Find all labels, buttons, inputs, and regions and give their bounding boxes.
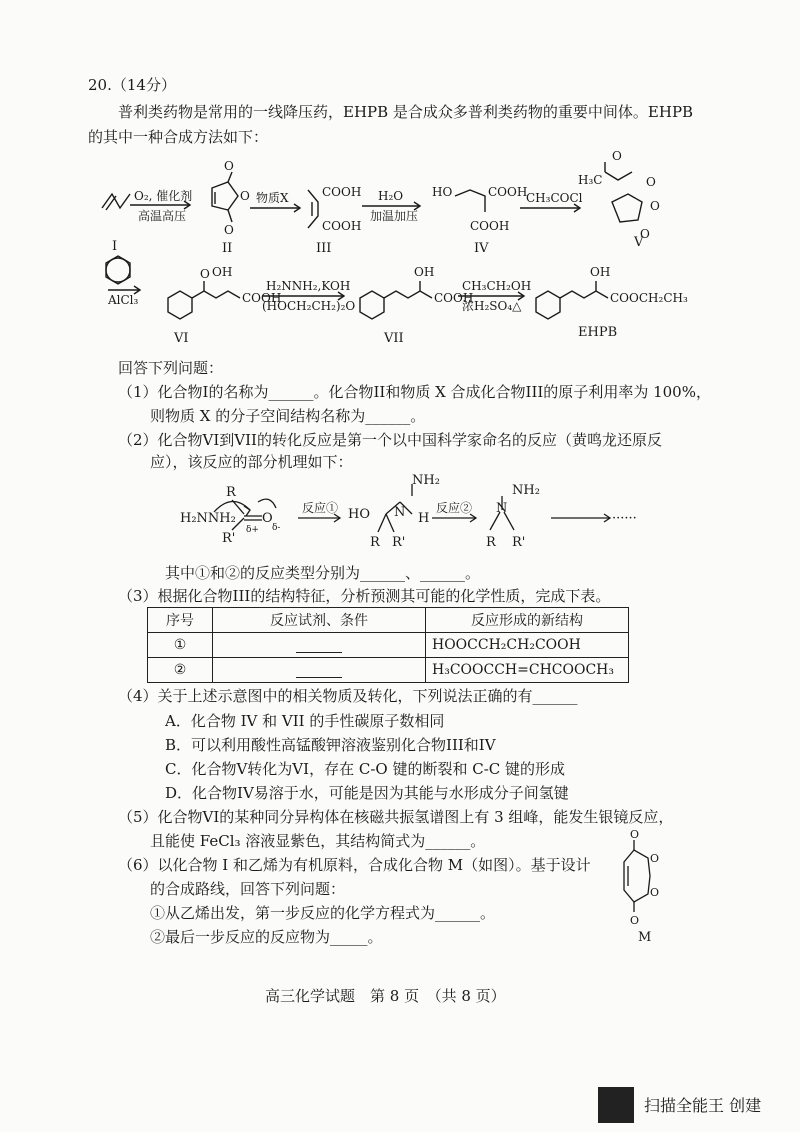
VI-COOH: COOH (242, 291, 282, 305)
questions-prompt: 回答下列问题： (118, 359, 224, 377)
step1-top: O₂, 催化剂 (134, 189, 193, 203)
VI-OH: OH (212, 265, 233, 279)
table-row (148, 658, 629, 683)
mech-R3: R (486, 535, 496, 550)
page-footer: 高三化学试题 第 8 页 （共 8 页） (265, 987, 506, 1005)
step1-bottom: 高温高压 (138, 209, 187, 223)
IV-HO: HO (432, 185, 453, 199)
intro-line-1: 普利类药物是常用的一线降压药，EHPB 是合成众多普利类药物的重要中间体。EHPB (118, 103, 694, 121)
q6-line-2: 的合成路线，回答下列问题： (150, 880, 346, 898)
M-O-bottom: O (630, 914, 640, 927)
M-O-2: O (650, 886, 660, 899)
EHPB-ester: COOCH₂CH₃ (610, 291, 688, 305)
table-row (148, 633, 629, 658)
mech-O: O (262, 511, 273, 526)
label-II: II (222, 241, 233, 256)
q4-option-d: D．化合物IV易溶于水，可能是因为其能与水形成分子间氢键 (165, 784, 569, 802)
VII-OH: OH (414, 265, 435, 279)
q1-line-2: 则物质 X 的分子空间结构名称为______。 (150, 407, 426, 425)
III-COOH-top: COOH (322, 185, 362, 199)
table-header-no: 序号 (148, 608, 213, 633)
q1-line-1: （1）化合物I的名称为______。化合物II和物质 X 合成化合物III的原子利用率为 100%， (118, 383, 711, 401)
step7-bottom: 浓H₂SO₄△ (462, 299, 522, 313)
step6-bottom: (HOCH₂CH₂)₂O (262, 299, 356, 313)
mech-step2: 反应② (436, 501, 473, 515)
mech-delta-plus: δ+ (246, 525, 259, 535)
table-header-structure: 反应形成的新结构 (426, 608, 629, 633)
mechanism-diagram (0, 472, 800, 562)
mech-Rp2: R' (392, 535, 406, 550)
table-cell-no: ② (148, 658, 213, 683)
label-III: III (316, 241, 332, 256)
q4-option-a: A．化合物 IV 和 VII 的手性碳原子数相同 (165, 712, 445, 730)
label-VII: VII (384, 331, 404, 346)
q6-line-4: ②最后一步反应的反应物为_____。 (150, 928, 383, 946)
q4-option-b: B．可以利用酸性高锰酸钾溶液鉴别化合物III和IV (165, 736, 496, 754)
q6-line-3: ①从乙烯出发，第一步反应的化学方程式为______。 (150, 904, 496, 922)
mech-N1: N (394, 505, 406, 520)
mech-HO: HO (348, 507, 370, 522)
M-O-top: O (630, 828, 640, 841)
mech-N2: N (496, 501, 508, 516)
label-M: M (638, 930, 652, 945)
q5-line-1: （5）化合物VI的某种同分异构体在核磁共振氢谱图上有 3 组峰，能发生银镜反应， (118, 808, 674, 826)
q5-line-2: 且能使 FeCl₃ 溶液显紫色，其结构简式为______。 (150, 832, 486, 850)
table-header-row (148, 608, 629, 633)
question-number: 20.（14分） (88, 76, 176, 94)
table-cell-reagent-blank[interactable] (213, 658, 426, 683)
mech-R1: R (226, 485, 236, 500)
EHPB-OH: OH (590, 265, 611, 279)
V-O-1: O (646, 175, 656, 189)
M-O-1: O (650, 852, 660, 865)
table-cell-structure: H₃COOCCH=CHCOOCH₃ (426, 658, 629, 683)
step3-bottom: 加温加压 (370, 209, 419, 223)
V-O-top: O (612, 150, 622, 163)
step3-top: H₂O (378, 189, 404, 203)
q4-line-1: （4）关于上述示意图中的相关物质及转化，下列说法正确的有______ (118, 687, 578, 705)
V-O-2: O (650, 199, 660, 213)
scanner-watermark: 扫描全能王 创建 (644, 1096, 762, 1115)
q6-line-1: （6）以化合物 I 和乙烯为有机原料，合成化合物 M（如图）。基于设计 (118, 856, 591, 874)
table-cell-no: ① (148, 633, 213, 658)
VII-COOH: COOH (434, 291, 474, 305)
label-IV: IV (474, 241, 489, 256)
step7-top: CH₃CH₂OH (462, 279, 532, 293)
III-COOH-bottom: COOH (322, 219, 362, 233)
II-O-bottom: O (224, 223, 234, 237)
q2-line-1: （2）化合物VI到VII的转化反应是第一个以中国科学家命名的反应（黄鸣龙还原反 (118, 431, 662, 449)
q2-line-3: 其中①和②的反应类型分别为______、______。 (165, 564, 481, 582)
step5-label: AlCl₃ (108, 293, 139, 307)
II-O-ring: O (240, 189, 250, 203)
step4-top: CH₃COCl (526, 191, 583, 205)
answer-blank[interactable] (296, 663, 342, 678)
q2-line-2: 应），该反应的部分机理如下： (150, 453, 353, 471)
mech-dots: ······ (612, 511, 637, 526)
table-cell-reagent-blank[interactable] (213, 633, 426, 658)
mech-step1: 反应① (302, 501, 339, 515)
intro-line-2: 的其中一种合成方法如下： (88, 128, 269, 146)
IV-COOH-top: COOH (488, 185, 528, 199)
II-O-top: O (224, 159, 234, 173)
mech-delta-minus: δ- (272, 523, 281, 533)
label-VI: VI (174, 331, 189, 346)
mech-reagent: H₂NNH₂ (180, 511, 236, 526)
label-EHPB: EHPB (578, 325, 618, 340)
table-cell-structure: HOOCCH₂CH₂COOH (426, 633, 629, 658)
synthesis-scheme (0, 150, 800, 510)
IV-COOH-bottom: COOH (470, 219, 510, 233)
mech-R2: R (370, 535, 380, 550)
label-V: V (634, 235, 644, 250)
mech-NH2-1: NH₂ (412, 473, 440, 488)
label-I: I (112, 239, 118, 254)
VI-O: O (200, 267, 210, 281)
mech-Rp1: R' (222, 531, 236, 546)
q3-line-1: （3）根据化合物III的结构特征，分析预测其可能的化学性质，完成下表。 (118, 587, 611, 605)
step2-top: 物质X (256, 191, 289, 205)
V-O-3: O (640, 227, 650, 241)
mech-Rp3: R' (512, 535, 526, 550)
answer-blank[interactable] (296, 638, 342, 653)
V-H3C: H₃C (578, 173, 603, 187)
mech-H: H (418, 511, 430, 526)
reaction-table (147, 607, 629, 683)
mech-NH2-2: NH₂ (512, 483, 540, 498)
q4-option-c: C．化合物V转化为VI，存在 C-O 键的断裂和 C-C 键的形成 (165, 760, 566, 778)
step6-top: H₂NNH₂,KOH (266, 279, 351, 293)
qr-code-icon (598, 1087, 634, 1123)
table-header-reagent: 反应试剂、条件 (213, 608, 426, 633)
